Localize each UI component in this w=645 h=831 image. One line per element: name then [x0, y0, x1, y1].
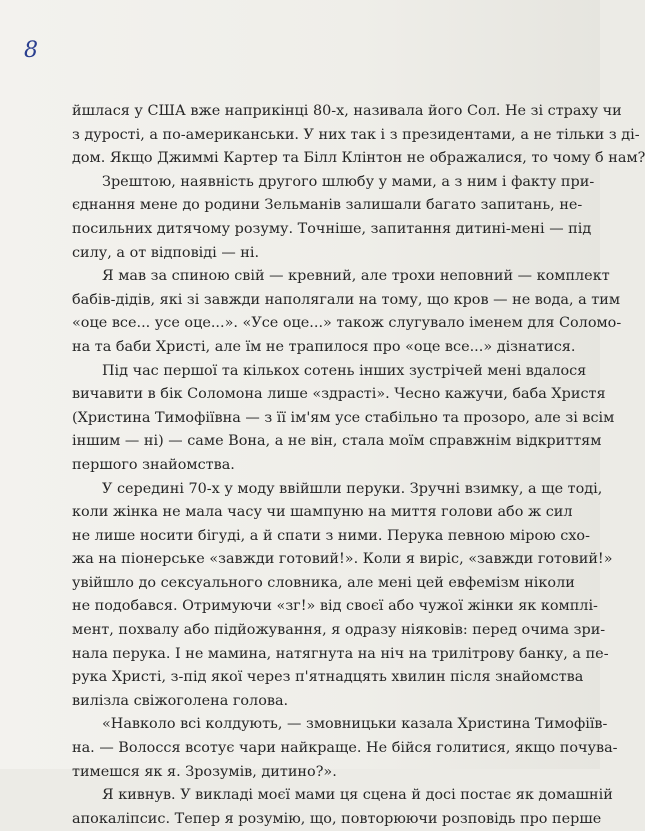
text-line: коли жінка не мала часу чи шампуню на миття голови або ж сил [72, 504, 573, 521]
text-line: «Навколо всі колдують, — змовницьки казала Христина Тимофіїв- [102, 716, 608, 733]
page-number: 8 [24, 38, 38, 63]
text-line: іншим — ні) — саме Вона, а не він, стала моїм справжнім відкриттям [72, 433, 602, 450]
text-line: увійшло до сексуального словника, але мені цей евфемізм ніколи [72, 574, 575, 591]
text-line: на. — Волосся всотує чари найкраще. Не бійся голитися, якщо почува- [72, 740, 618, 757]
text-line: Я кивнув. У викладі моєї мами ця сцена й досі постає як домашній [102, 787, 613, 804]
text-line: Під час першої та кількох сотень інших зустрічей мені вдалося [102, 362, 587, 379]
text-line: мент, похвалу або підйожування, я одразу ніяковів: перед очима зри- [72, 622, 606, 639]
text-line: апокаліпсис. Тепер я розумію, що, повторюючи розповідь про перше [72, 810, 602, 827]
text-line: першого знайомства. [72, 456, 235, 473]
text-line: на та баби Христі, але їм не трапилося про «оце все...» дізнатися. [72, 338, 576, 355]
text-line: (Христина Тимофіївна — з її ім'ям усе стабільно та прозоро, але зі всім [72, 409, 615, 426]
text-line: не подобався. Отримуючи «зг!» від своєї або чужої жінки як комплі- [72, 598, 598, 615]
text-line: жа на піонерське «завжди готовий!». Коли я виріс, «завжди готовий!» [72, 551, 613, 568]
text-line: дом. Якщо Джиммі Картер та Білл Клінтон не ображалися, то чому б нам? [72, 150, 645, 167]
text-line: рука Христі, з-під якої через п'ятнадцять хвилин після знайомства [72, 669, 584, 686]
text-line: «оце все... усе оце...». «Усе оце...» також слугувало іменем для Соломо- [72, 315, 622, 332]
text-line: нала перука. І не мамина, натягнута на ніч на трилітрову банку, а пе- [72, 645, 609, 662]
text-line: йшлася у США вже наприкінці 80-х, називала його Сол. Не зі страху чи [72, 103, 622, 119]
text-line: вичавити в бік Соломона лише «здрасті». Чесно кажучи, баба Христя [72, 386, 606, 403]
text-line: силу, а от відповіді — ні. [72, 244, 260, 261]
text-line: У середині 70-х у моду ввійшли перуки. Зручні взимку, а ще тоді, [102, 480, 603, 497]
body-text [72, 100, 645, 831]
text-line: Я мав за спиною свій — кревний, але трохи неповний — комплект [102, 268, 610, 285]
text-line: тимешся як я. Зрозумів, дитино?». [72, 763, 337, 780]
text-line: посильних дитячому розуму. Точніше, запитання дитині-мені — під [72, 220, 592, 237]
text-line: бабів-дідів, які зі завжди наполягали на тому, що кров — не вода, а тим [72, 291, 621, 308]
text-line: з дурості, а по-американськи. У них так і з президентами, а не тільки з ді- [72, 126, 640, 143]
text-line: не лише носити бігуді, а й спати з ними. Перука певною мірою схо- [72, 527, 590, 544]
text-line: Зрештою, наявність другого шлюбу у мами, а з ним і факту при- [102, 173, 595, 190]
text-line: вилізла свіжоголена голова. [72, 692, 289, 709]
text-line: єднання мене до родини Зельманів залишали багато запитань, не- [72, 197, 583, 214]
